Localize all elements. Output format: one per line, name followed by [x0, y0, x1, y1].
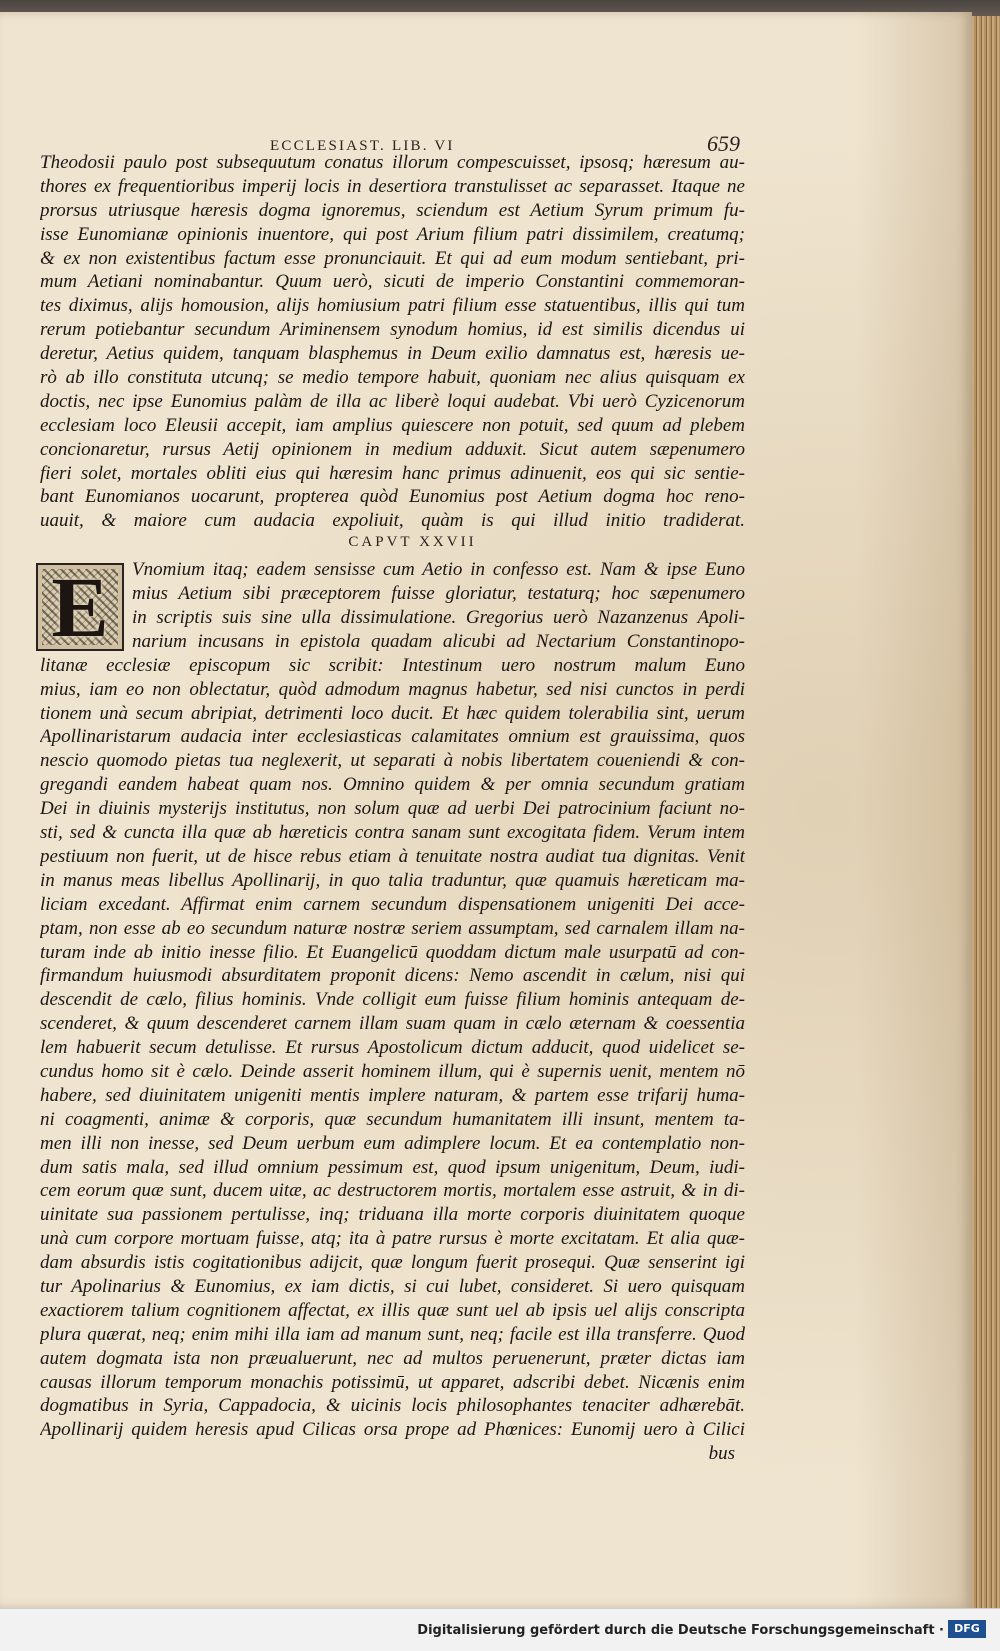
text-line: tes diximus, alijs homousion, alijs homiusium patri filium esse statuentibus, illis qui tum	[40, 295, 745, 317]
running-head: ECCLESIAST. LIB. VI	[270, 138, 455, 154]
text-line: deretur, Aetius quidem, tanquam blasphemus in Deum exilio damnatus est, hæresis ue-	[40, 343, 745, 365]
text-line: habere, sed diuinitatem unigeniti mentis implere naturam, & partem esse trifarij huma-	[40, 1084, 745, 1106]
text-line: prorsus utriusque hæresis dogma ignoremus, sciendum est Aetium Syrum primum fu-	[40, 199, 745, 221]
text-line: & ex non existentibus factum esse pronunciauit. Et qui ad eum modum sentiebant, pri-	[40, 247, 745, 269]
text-line: autem dogmata ista non præualuerunt, nec ad multos peruenerunt, præter dictas iam	[40, 1347, 745, 1369]
text-line: nescio quomodo pietas tua neglexerit, ut separati à nobis libertatem coueniendi & con-	[40, 750, 745, 772]
text-line: dogmatibus in Syria, Cappadocia, & uicinis locis philosophantes tenaciter adhærebāt.	[40, 1395, 745, 1417]
text-line: uauit, & maiore cum audacia expoliuit, quàm is qui illud initio tradiderat.	[40, 510, 745, 532]
text-line: causas illorum temporum monachis potissimū, ut apparet, adscribi debet. Nicænis enim	[40, 1371, 745, 1393]
dfg-logo: DFG	[948, 1620, 986, 1638]
chapter-opening	[40, 559, 745, 655]
text-line: gregandi eandem habeat quam nos. Omnino quidem & per omnia secundum gratiam	[40, 774, 745, 796]
text-line: concionaretur, rursus Aetij opinionem in medium adduxit. Sicut autem sæpenumero	[40, 438, 745, 460]
text-body	[40, 152, 745, 1467]
footer-bar	[0, 1608, 1000, 1651]
text-line: thores ex frequentioribus imperij locis in desertiora transtulisset ac separasset. Itaque ne	[40, 175, 745, 197]
text-line: tur Apolinarius & Eunomius, ex iam dictis, si cui lubet, consideret. Si uero quisquam	[40, 1275, 745, 1297]
decorated-initial	[36, 563, 124, 651]
text-line: narium incusans in epistola quadam alicubi ad Nectarium Constantinopo-	[132, 630, 745, 652]
text-line: dum satis mala, sed illud omnium pessimum est, quod ipsum unigenitum, Deum, iudi-	[40, 1156, 745, 1178]
text-line: Apollinarij quidem heresis apud Cilicas orsa prope ad Phœnices: Eunomij uero à Cilici	[40, 1419, 745, 1441]
text-line: Theodosii paulo post subsequutum conatus illorum compescuisset, ipsosq; hæresum au-	[40, 152, 745, 173]
catchword: bus	[708, 1443, 735, 1465]
text-line: liciam excedant. Affirmat enim carnem secundum dispensationem unigeniti Dei acce-	[40, 893, 745, 915]
paragraph-after-initial	[40, 655, 745, 1443]
text-line: litanæ ecclesiæ episcopum sic scribit: Intestinum uero nostrum malum Euno	[40, 654, 745, 676]
text-line: scenderet, & quum descenderet carnem illam suam quam in cælo æternam & coessentia	[40, 1013, 745, 1035]
text-line: sti, sed & cuncta illa quæ ab hæreticis contra sanam sunt excogitata fidem. Verum intem	[40, 822, 745, 844]
footer-credit: Digitalisierung gefördert durch die Deutsche Forschungsgemeinschaft ·	[417, 1623, 944, 1638]
text-line: turam inde ab initio inesse filio. Et Euangelicū quoddam dictum male usurpatū ad con-	[40, 941, 745, 963]
chapter-heading: CAPVT XXVII	[348, 534, 477, 551]
text-line: ni coagmenti, animæ & corporis, quæ secundum humanitatem illi insunt, mentem ta-	[40, 1108, 745, 1130]
text-line: doctis, nec ipse Eunomius palàm de illa ac liberè loqui audebat. Vbi uerò Cyzicenorum	[40, 390, 745, 412]
text-line: rerum potiebantur secundum Ariminensem synodum homius, id est similis dicendus ui	[40, 319, 745, 341]
text-line: ecclesiam loco Eleusii accepit, iam amplius quiescere non potuit, sed quum ad plebem	[40, 414, 745, 436]
text-line: dam absurdis istis cogitationibus adijcit, quæ longum fuerit prosequi. Quæ senserint igi	[40, 1252, 745, 1274]
text-line: isse Eunomianæ opinionis inuentore, qui post Arium filium patri dissimilem, creatumq;	[40, 223, 745, 245]
text-line: cundus homo sit è cælo. Deinde asserit hominem illum, qui è supernis uenit, mentem nō	[40, 1060, 745, 1082]
text-line: mum Aetiani nominabantur. Quum uerò, sicuti de imperio Constantini commemoran-	[40, 271, 745, 293]
text-line: unà cum corpore mortuam fuisse, atq; ita à patre rursus è morte excitatam. Et alia quæ-	[40, 1228, 745, 1250]
initial-letter: E	[51, 563, 109, 652]
indented-lines	[40, 559, 745, 655]
text-line: Dei in diuinis mysterijs institutus, non solum quæ ad uerbi Dei patrocinium faciunt no-	[40, 798, 745, 820]
text-line: bant Eunomianos uocarunt, propterea quòd Eunomius post Aetium dogma hoc reno-	[40, 486, 745, 508]
page-number: 659	[707, 131, 740, 156]
text-line: Apollinaristarum audacia inter ecclesiasticas calamitates omnium est grauissima, quos	[40, 726, 745, 748]
text-line: tionem unà secum abripiat, detrimenti loco ducit. Et hæc quidem tolerabilia sint, uerum	[40, 702, 745, 724]
text-line: mius Aetium sibi præceptorem fuisse gloriatur, testaturq; hoc sæpenumero	[132, 583, 745, 605]
paragraph-before-chapter	[40, 152, 745, 534]
text-line: lem habuerit secum detulisse. Et rursus Apostolicum dictum adducit, quod uidelicet se-	[40, 1037, 745, 1059]
text-line: men illi non inesse, sed Deum uerbum eum adimplere locum. Et ea contemplatio non-	[40, 1132, 745, 1154]
text-line: in manus meas libellus Apollinarij, in quo talia traduntur, quæ quamuis hæreticam ma-	[40, 869, 745, 891]
text-line: pestiuum non fuerit, ut de hisce rebus etiam à tenuitate nostra audiat tua dignitas. Venit	[40, 845, 745, 867]
text-line: fieri solet, mortales obliti eius qui hæresim hanc primus adinuenit, eos qui sic sentie-	[40, 462, 745, 484]
text-line: plura quærat, neq; enim mihi illa iam ad manum sunt, neq; facile est illa transferre. Quod	[40, 1323, 745, 1345]
text-line: firmandum huiusmodi absurditatem proponit dicens: Nemo ascendit in cælum, nisi qui	[40, 965, 745, 987]
text-line: rò ab illo constituta utcunq; se medio tempore habuit, quoniam nec alius quisquam ex	[40, 367, 745, 389]
text-line: ptam, non esse ab eo secundum naturæ nostræ seriem assumptam, sed carnalem illam na-	[40, 917, 745, 939]
text-line: uinitate sua passionem pertulisse, inq; triduana illa morte corporis diuinitatem quoque	[40, 1204, 745, 1226]
text-line: Vnomium itaq; eadem sensisse cum Aetio in confesso est. Nam & ipse Euno	[132, 559, 745, 581]
text-line: descendit de cælo, filius hominis. Vnde colligit eum fuisse filium hominis antequam de-	[40, 989, 745, 1011]
text-line: in scriptis suis sine ulla dissimulatione. Gregorius uerò Nazanzenus Apoli-	[132, 607, 745, 629]
text-line: mius, iam eo non oblectatur, quòd admodum magnus habetur, sed nisi cunctos in perdi	[40, 678, 745, 700]
text-line: exactiorem talium cognitionem affectat, ex illis quæ sunt uel ab ipsis uel alijs conscripta	[40, 1299, 745, 1321]
text-line: cem eorum quæ sunt, ducem uitæ, ac destructorem mortis, mortalem esse astruit, & in di-	[40, 1180, 745, 1202]
